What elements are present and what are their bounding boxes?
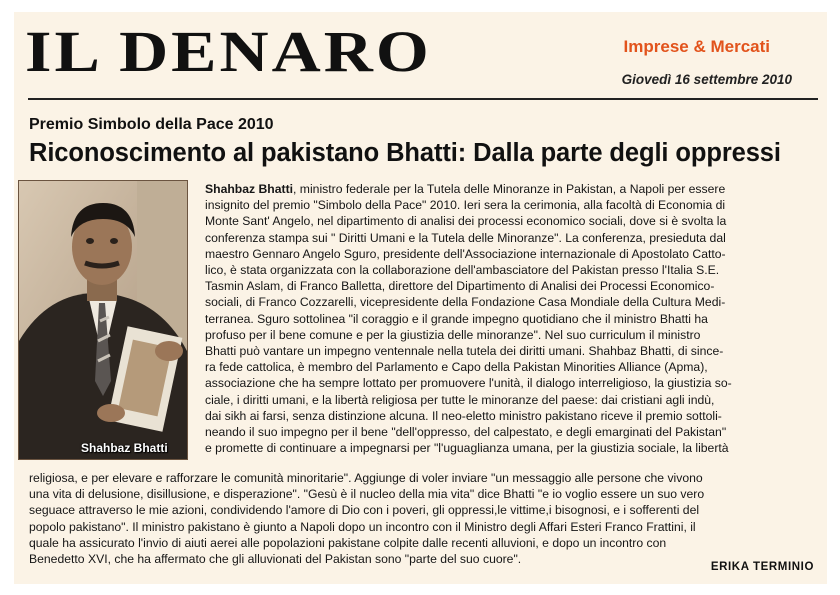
article-text-line: terranea. Sguro sottolinea "il coraggio e il grande impegno quotidiano che il ministro Bhatti ha [205, 311, 708, 326]
article-text-line: profuso per il bene comune e per la giustizia delle minoranze". Nel suo curriculum il ministro [205, 327, 701, 342]
article-text-line: insignito del premio "Simbolo della Pace" 2010. Ieri sera la cerimonia, alla facoltà di Economia di [205, 198, 726, 213]
masthead-rule [28, 98, 818, 100]
article-text-line: conferenza stampa sui " Diritti Umani e la Tutela delle Minoranze". La conferenza, presieduta dal [205, 230, 726, 245]
article-text-line: religiosa, e per elevare e rafforzare le comunità minoritarie". Aggiunge di voler inviare "un messaggio alle persone che vivono [29, 471, 703, 485]
article-text-line: Benedetto XVI, che ha affermato che gli alluvionati del Pakistan sono "parte del suo cuore". [29, 552, 522, 567]
article-text-line: ra fede cattolica, è membro del Parlamento e Capo della Pakistan Minorities Alliance (Apma), [205, 360, 708, 375]
article-body-wrapped [205, 181, 819, 456]
article-text-line: popolo pakistano". Il ministro pakistano è giunto a Napoli dopo un incontro con il Ministro degli Affari Esteri Franco Frattini, il [29, 519, 696, 534]
article-text-line: dai sikh ai farsi, senza distinzione alcuna. Il neo-eletto ministro pakistano riceve il premio sottoli- [205, 408, 722, 423]
article-text-line [205, 181, 819, 197]
article-text-line: maestro Gennaro Angelo Sguro, presidente dell'Associazione internazionale di Apostolato Catto- [205, 246, 726, 261]
lead-name: Shahbaz Bhatti [205, 182, 294, 196]
article-text-line: Monte Sant' Angelo, nel dipartimento di analisi dei processi economico sociali, dove si è svolta la [205, 214, 727, 229]
article-text-line: seguace attraverso le mie azioni, condividendo l'amore di Dio con i poveri, gli oppressi,le vittime,i bisognosi, e i sofferenti del [29, 503, 700, 518]
article-text-line: quale ha assicurato l'invio di aiuti aerei alle popolazioni pakistane colpite dalle recenti alluvioni, e dopo un incontro con [29, 535, 667, 550]
article-text-line: una vita di delusione, disillusione, e disperazione". "Gesù è il nucleo della mia vita" dice Bhatti "e io voglio essere un suo vero [29, 487, 705, 502]
article-photo [18, 180, 188, 460]
article-body-full [29, 470, 819, 567]
newspaper-masthead: IL DENARO [25, 18, 432, 84]
article-text-line: ciale, i diritti umani, e la libertà religiosa per tutte le minoranze del paese: dai cristiani agli indù, [205, 392, 715, 407]
article-text-line: associazione che ha sempre lottato per promuovere l'unità, il dialogo interreligioso, la giustizia so- [205, 376, 732, 391]
article-text-span: , ministro federale per la Tutela delle Minoranze in Pakistan, a Napoli per essere [293, 182, 726, 196]
article-text-line: neando il suo impegno per il bene "dell'oppresso, del calpestato, e degli emarginati del Pakistan" [205, 425, 727, 440]
section-label: Imprese & Mercati [623, 37, 770, 56]
article-kicker: Premio Simbolo della Pace 2010 [29, 116, 274, 133]
article-text-line: e promette di continuare a impegnarsi per "l'uguaglianza umana, per la giustizia sociale, la libertà [205, 441, 729, 456]
article-text-line: sociali, di Franco Cozzarelli, vicepresidente della Fondazione Casa Mondiale della Cultura Medi- [205, 295, 726, 310]
article-text-line: Tasmin Aslam, di Franco Balletta, direttore del Dipartimento di Analisi dei Processi Economico- [205, 279, 715, 294]
article-author: ERIKA TERMINIO [710, 561, 814, 573]
portrait-illustration [19, 181, 187, 459]
article-headline: Riconoscimento al pakistano Bhatti: Dalla parte degli oppressi [29, 139, 781, 167]
article-text-line: Bhatti può vantare un impegno ventennale nella tutela dei diritti umani. Shahbaz Bhatti, di since- [205, 344, 724, 359]
publication-date: Giovedì 16 settembre 2010 [621, 72, 792, 87]
article-text-line: lico, è stata organizzata con la collaborazione dell'ambasciatore del Pakistan presso l'Italia S.E. [205, 263, 720, 278]
photo-caption: Shahbaz Bhatti [81, 441, 168, 455]
